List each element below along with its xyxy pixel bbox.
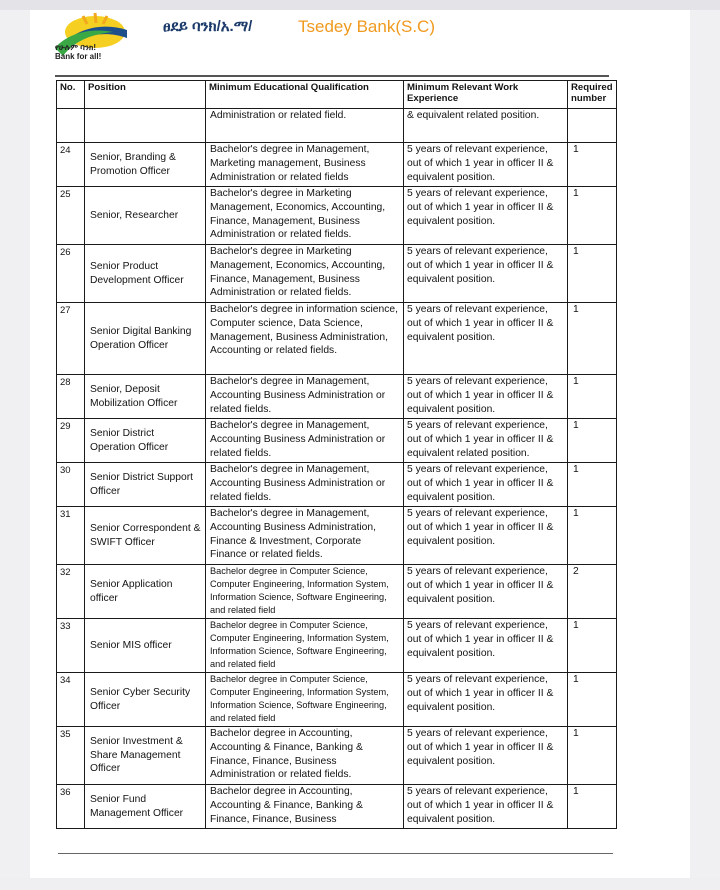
cell-education: Bachelor degree in Computer Science, Computer Engineering, Information System, Information Science, Software Engineering, and related field (206, 565, 404, 619)
cell-experience: 5 years of relevant experience, out of which 1 year in officer II & equivalent position. (404, 375, 568, 419)
viewer-top-bar (0, 0, 720, 10)
table-row (57, 507, 617, 565)
table-row-continuation (57, 109, 617, 143)
cell-required: 2 (568, 565, 617, 619)
cell-no: 26 (57, 245, 85, 303)
cell-experience: 5 years of relevant experience, out of which 1 year in officer II & equivalent position. (404, 507, 568, 565)
cell-education: Bachelor's degree in Management, Marketing management, Business Administration or related fields (206, 143, 404, 187)
cell-education: Bachelor's degree in information science, Computer science, Data Science, Management, Business Administration, Accounting or related fields. (206, 303, 404, 375)
cell-position: Senior Application officer (85, 565, 206, 619)
bank-tagline (55, 43, 101, 61)
cell-experience: 5 years of relevant experience, out of which 1 year in officer II & equivalent position. (404, 565, 568, 619)
col-header-position: Position (85, 81, 206, 109)
col-header-education: Minimum Educational Qualification (206, 81, 404, 109)
cell-required: 1 (568, 303, 617, 375)
vacancy-table (56, 80, 617, 829)
cell-no: 24 (57, 143, 85, 187)
cell-position: Senior, Researcher (85, 187, 206, 245)
cell-position: Senior Product Development Officer (85, 245, 206, 303)
cell-position: Senior Correspondent & SWIFT Officer (85, 507, 206, 565)
cell-required: 1 (568, 143, 617, 187)
table-row (57, 673, 617, 727)
cell-position: Senior, Deposit Mobilization Officer (85, 375, 206, 419)
cell-position: Senior Digital Banking Operation Officer (85, 303, 206, 375)
cell-experience: 5 years of relevant experience, out of which 1 year in officer II & equivalent position. (404, 673, 568, 727)
table-row (57, 245, 617, 303)
cell-education: Bachelor's degree in Management, Accounting Business Administration or related fields. (206, 463, 404, 507)
cell-no: 28 (57, 375, 85, 419)
cell-no: 36 (57, 785, 85, 829)
cell-education: Administration or related field. (206, 109, 404, 143)
cell-education: Bachelor degree in Accounting, Accounting & Finance, Banking & Finance, Finance, Business Administration or related fields. (206, 727, 404, 785)
cell-position: Senior District Operation Officer (85, 419, 206, 463)
cell-experience: 5 years of relevant experience, out of which 1 year in officer II & equivalent position. (404, 727, 568, 785)
footer-rule (58, 853, 613, 854)
cell-no: 29 (57, 419, 85, 463)
cell-required: 1 (568, 419, 617, 463)
cell-education: Bachelor's degree in Marketing Management, Economics, Accounting, Finance, Management, Business Administration or related fields. (206, 245, 404, 303)
cell-position: Senior, Branding & Promotion Officer (85, 143, 206, 187)
cell-position: Senior Investment & Share Management Officer (85, 727, 206, 785)
table-row (57, 375, 617, 419)
cell-no: 25 (57, 187, 85, 245)
cell-no: 27 (57, 303, 85, 375)
cell-required: 1 (568, 785, 617, 829)
bank-title-amharic: ፀደይ ባንክ/አ.ማ/ (163, 18, 253, 35)
bank-title-english: Tsedey Bank(S.C) (298, 17, 435, 36)
cell-experience: 5 years of relevant experience, out of which 1 year in officer II & equivalent position. (404, 619, 568, 673)
cell-education: Bachelor's degree in Management, Accounting Business Administration or related fields. (206, 419, 404, 463)
table-row (57, 419, 617, 463)
cell-education: Bachelor's degree in Management, Accounting Business Administration or related fields. (206, 375, 404, 419)
cell-no: 34 (57, 673, 85, 727)
cell-experience: 5 years of relevant experience, out of which 1 year in officer II & equivalent related position. (404, 419, 568, 463)
cell-experience: 5 years of relevant experience, out of which 1 year in officer II & equivalent position. (404, 187, 568, 245)
tagline-amharic: የሁሉም ባንክ! (55, 43, 96, 52)
col-header-required: Required number (568, 81, 617, 109)
cell-education: Bachelor's degree in Management, Accounting Business Administration, Finance & Investment, Corporate Finance or related fields. (206, 507, 404, 565)
table-row (57, 187, 617, 245)
header-rule (55, 75, 609, 77)
viewer-bottom-strip (0, 878, 720, 890)
cell-required: 1 (568, 245, 617, 303)
cell-required: 1 (568, 375, 617, 419)
cell-no: 30 (57, 463, 85, 507)
cell-required: 1 (568, 727, 617, 785)
cell-experience: 5 years of relevant experience, out of which 1 year in officer II & equivalent position. (404, 245, 568, 303)
table-row (57, 143, 617, 187)
cell-required: 1 (568, 187, 617, 245)
table-row (57, 303, 617, 375)
cell-no: 31 (57, 507, 85, 565)
table-row (57, 565, 617, 619)
cell-no: 35 (57, 727, 85, 785)
table-row (57, 785, 617, 829)
cell-experience: 5 years of relevant experience, out of which 1 year in officer II & equivalent position. (404, 463, 568, 507)
table-row (57, 727, 617, 785)
cell-experience: & equivalent related position. (404, 109, 568, 143)
cell-no: 32 (57, 565, 85, 619)
cell-required: 1 (568, 673, 617, 727)
cell-no: 33 (57, 619, 85, 673)
cell-position: Senior Cyber Security Officer (85, 673, 206, 727)
table-body (57, 109, 617, 829)
cell-experience: 5 years of relevant experience, out of which 1 year in officer II & equivalent position. (404, 143, 568, 187)
col-header-no: No. (57, 81, 85, 109)
cell-required: 1 (568, 619, 617, 673)
cell-education: Bachelor degree in Computer Science, Computer Engineering, Information System, Information Science, Software Engineering, and related field (206, 673, 404, 727)
cell-education: Bachelor's degree in Marketing Management, Economics, Accounting, Finance, Management, Business Administration or related fields. (206, 187, 404, 245)
cell-required: 1 (568, 463, 617, 507)
col-header-experience: Minimum Relevant Work Experience (404, 81, 568, 109)
cell-required: 1 (568, 507, 617, 565)
table-header-row (57, 81, 617, 109)
cell-experience: 5 years of relevant experience, out of which 1 year in officer II & equivalent position. (404, 303, 568, 375)
cell-education: Bachelor degree in Accounting, Accounting & Finance, Banking & Finance, Finance, Business (206, 785, 404, 829)
cell-experience: 5 years of relevant experience, out of which 1 year in officer II & equivalent position. (404, 785, 568, 829)
cell-position: Senior Fund Management Officer (85, 785, 206, 829)
cell-position: Senior District Support Officer (85, 463, 206, 507)
tagline-english: Bank for all! (55, 52, 102, 61)
cell-education: Bachelor degree in Computer Science, Computer Engineering, Information System, Information Science, Software Engineering, and related field (206, 619, 404, 673)
cell-position: Senior MIS officer (85, 619, 206, 673)
table-row (57, 463, 617, 507)
table-row (57, 619, 617, 673)
